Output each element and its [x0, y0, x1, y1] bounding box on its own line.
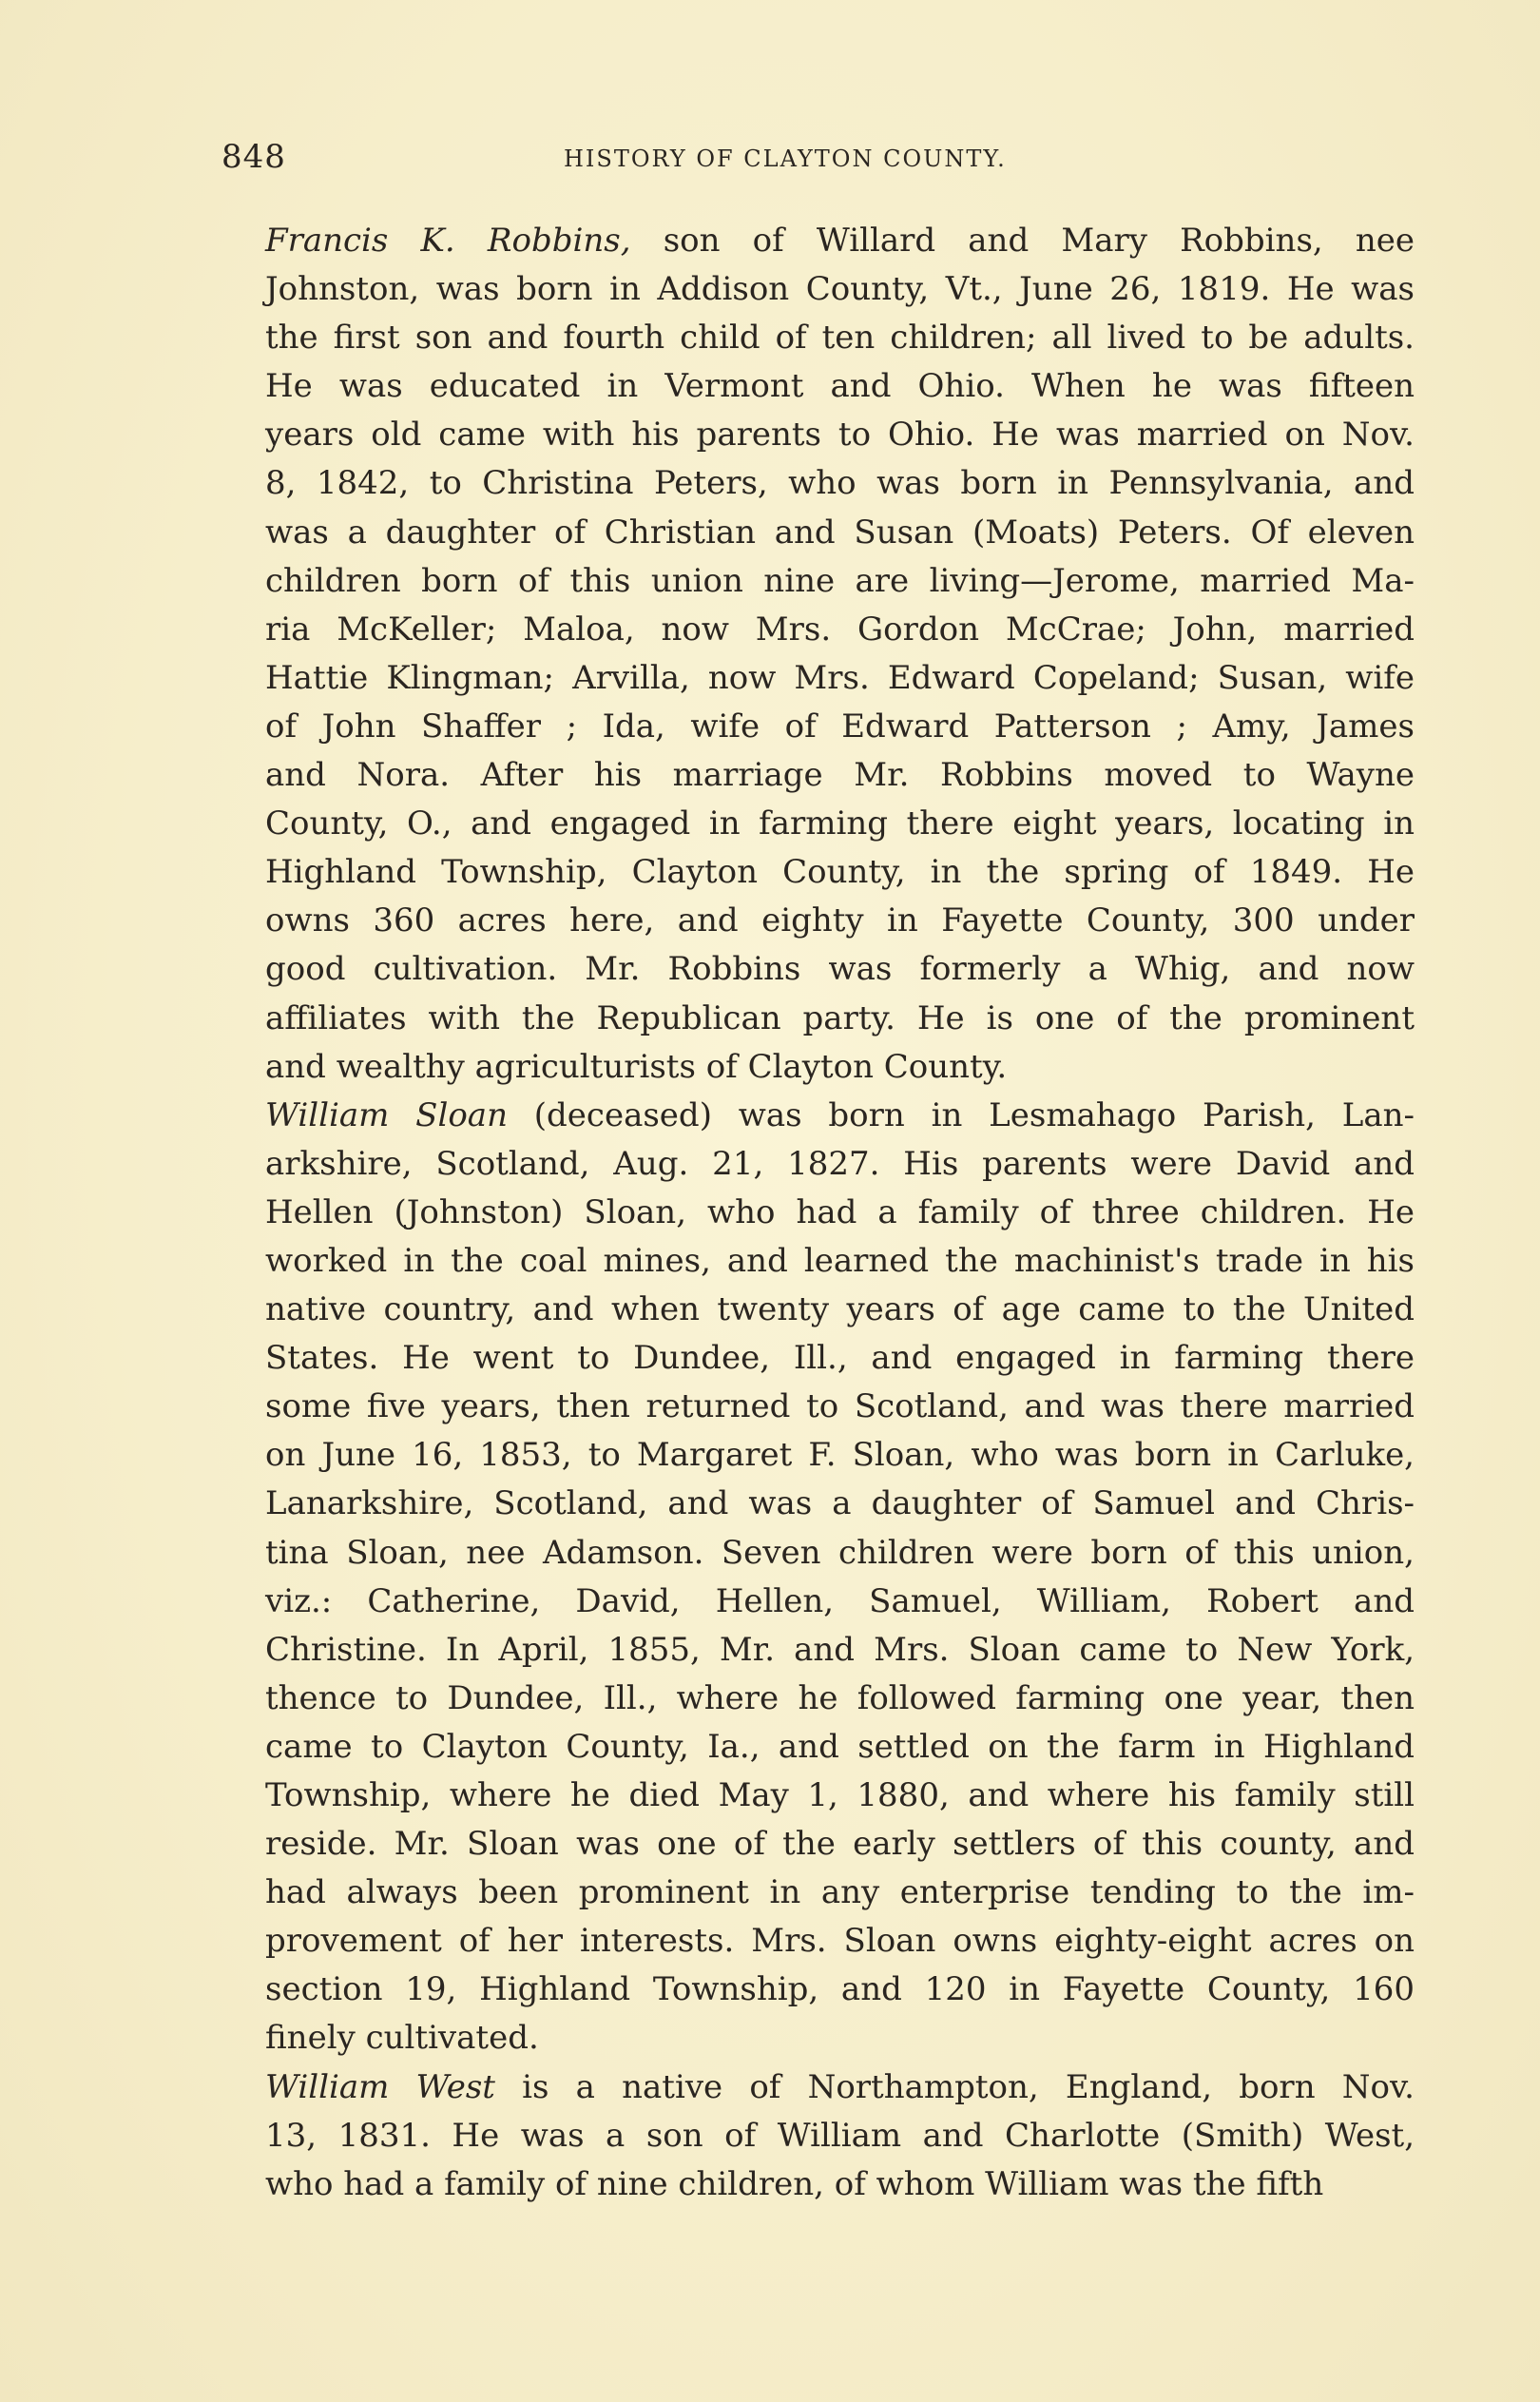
- text-line: He was educated in Vermont and Ohio. When he was fifteen: [265, 367, 1415, 406]
- text-line: tina Sloan, nee Adamson. Seven children were born of this union,: [265, 1533, 1415, 1572]
- text-line: of John Shaffer ; Ida, wife of Edward Patterson ; Amy, James: [265, 707, 1415, 746]
- text-line: native country, and when twenty years of age came to the United: [265, 1290, 1415, 1329]
- text-line: owns 360 acres here, and eighty in Fayette County, 300 under: [265, 901, 1415, 940]
- person-name: Francis K. Robbins,: [265, 222, 631, 260]
- line-text: (deceased) was born in Lesmahago Parish, Lan-: [507, 1095, 1415, 1134]
- paragraph-sloan: [221, 1092, 1415, 2063]
- text-line: came to Clayton County, Ia., and settled on the farm in Highland: [265, 1727, 1415, 1766]
- text-line: who had a family of nine children, of whom William was the fifth: [265, 2164, 1324, 2203]
- text-line: States. He went to Dundee, Ill., and engaged in farming there: [265, 1339, 1415, 1378]
- line-text: son of Willard and Mary Robbins, nee: [630, 222, 1415, 260]
- text-line: years old came with his parents to Ohio. He was married on Nov.: [265, 416, 1415, 455]
- text-line: affiliates with the Republican party. He is one of the prominent: [265, 998, 1415, 1037]
- text-line: worked in the coal mines, and learned the machinist's trade in his: [265, 1241, 1415, 1280]
- text-line: County, O., and engaged in farming there eight years, locating in: [265, 804, 1415, 843]
- text-line: Highland Township, Clayton County, in the spring of 1849. He: [265, 853, 1415, 892]
- text-line: Lanarkshire, Scotland, and was a daughter of Samuel and Chris-: [265, 1484, 1415, 1523]
- text-line: finely cultivated.: [265, 2019, 539, 2058]
- text-line: Hellen (Johnston) Sloan, who had a family of three children. He: [265, 1192, 1415, 1231]
- paragraph-robbins: [221, 217, 1415, 1092]
- text-line: Christine. In April, 1855, Mr. and Mrs. Sloan came to New York,: [265, 1630, 1415, 1669]
- person-name: William Sloan: [265, 1095, 508, 1134]
- text-line: ria McKeller; Maloa, now Mrs. Gordon McCrae; John, married: [265, 610, 1415, 649]
- page-number: 848: [221, 138, 286, 176]
- text-line: Johnston, was born in Addison County, Vt., June 26, 1819. He was: [265, 270, 1415, 309]
- text-line: [221, 2063, 1415, 2112]
- person-name: William West: [265, 2067, 495, 2106]
- text-line: section 19, Highland Township, and 120 in Fayette County, 160: [265, 1970, 1415, 2009]
- text-line: thence to Dundee, Ill., where he followed farming one year, then: [265, 1678, 1415, 1717]
- text-line: the first son and fourth child of ten children; all lived to be adults.: [265, 319, 1415, 358]
- text-line: good cultivation. Mr. Robbins was formerly a Whig, and now: [265, 950, 1415, 989]
- text-line: arkshire, Scotland, Aug. 21, 1827. His parents were David and: [265, 1144, 1415, 1183]
- text-line: provement of her interests. Mrs. Sloan owns eighty-eight acres on: [265, 1922, 1415, 1961]
- text-line: had always been prominent in any enterprise tending to the im-: [265, 1873, 1415, 1912]
- text-line: and Nora. After his marriage Mr. Robbins moved to Wayne: [265, 756, 1415, 795]
- running-title: HISTORY OF CLAYTON COUNTY.: [564, 145, 1007, 172]
- text-line: [221, 1092, 1415, 1140]
- text-line: reside. Mr. Sloan was one of the early settlers of this county, and: [265, 1825, 1415, 1864]
- text-line: Township, where he died May 1, 1880, and where his family still: [265, 1776, 1415, 1814]
- text-line: on June 16, 1853, to Margaret F. Sloan, who was born in Carluke,: [265, 1436, 1415, 1475]
- text-line: 13, 1831. He was a son of William and Charlotte (Smith) West,: [265, 2116, 1415, 2155]
- text-line: was a daughter of Christian and Susan (Moats) Peters. Of eleven: [265, 513, 1415, 552]
- page-header: [221, 138, 1172, 185]
- line-text: is a native of Northampton, England, born Nov.: [494, 2067, 1415, 2106]
- body-text: [221, 217, 1415, 2209]
- text-line: some five years, then returned to Scotland, and was there married: [265, 1387, 1415, 1426]
- text-line: viz.: Catherine, David, Hellen, Samuel, William, Robert and: [265, 1581, 1415, 1620]
- text-line: 8, 1842, to Christina Peters, who was born in Pennsylvania, and: [265, 464, 1415, 503]
- text-line: and wealthy agriculturists of Clayton County.: [265, 1047, 1008, 1086]
- text-line: [221, 217, 1415, 265]
- text-line: children born of this union nine are living—Jerome, married Ma-: [265, 561, 1415, 600]
- paragraph-west: [221, 2063, 1415, 2209]
- text-line: Hattie Klingman; Arvilla, now Mrs. Edward Copeland; Susan, wife: [265, 658, 1415, 697]
